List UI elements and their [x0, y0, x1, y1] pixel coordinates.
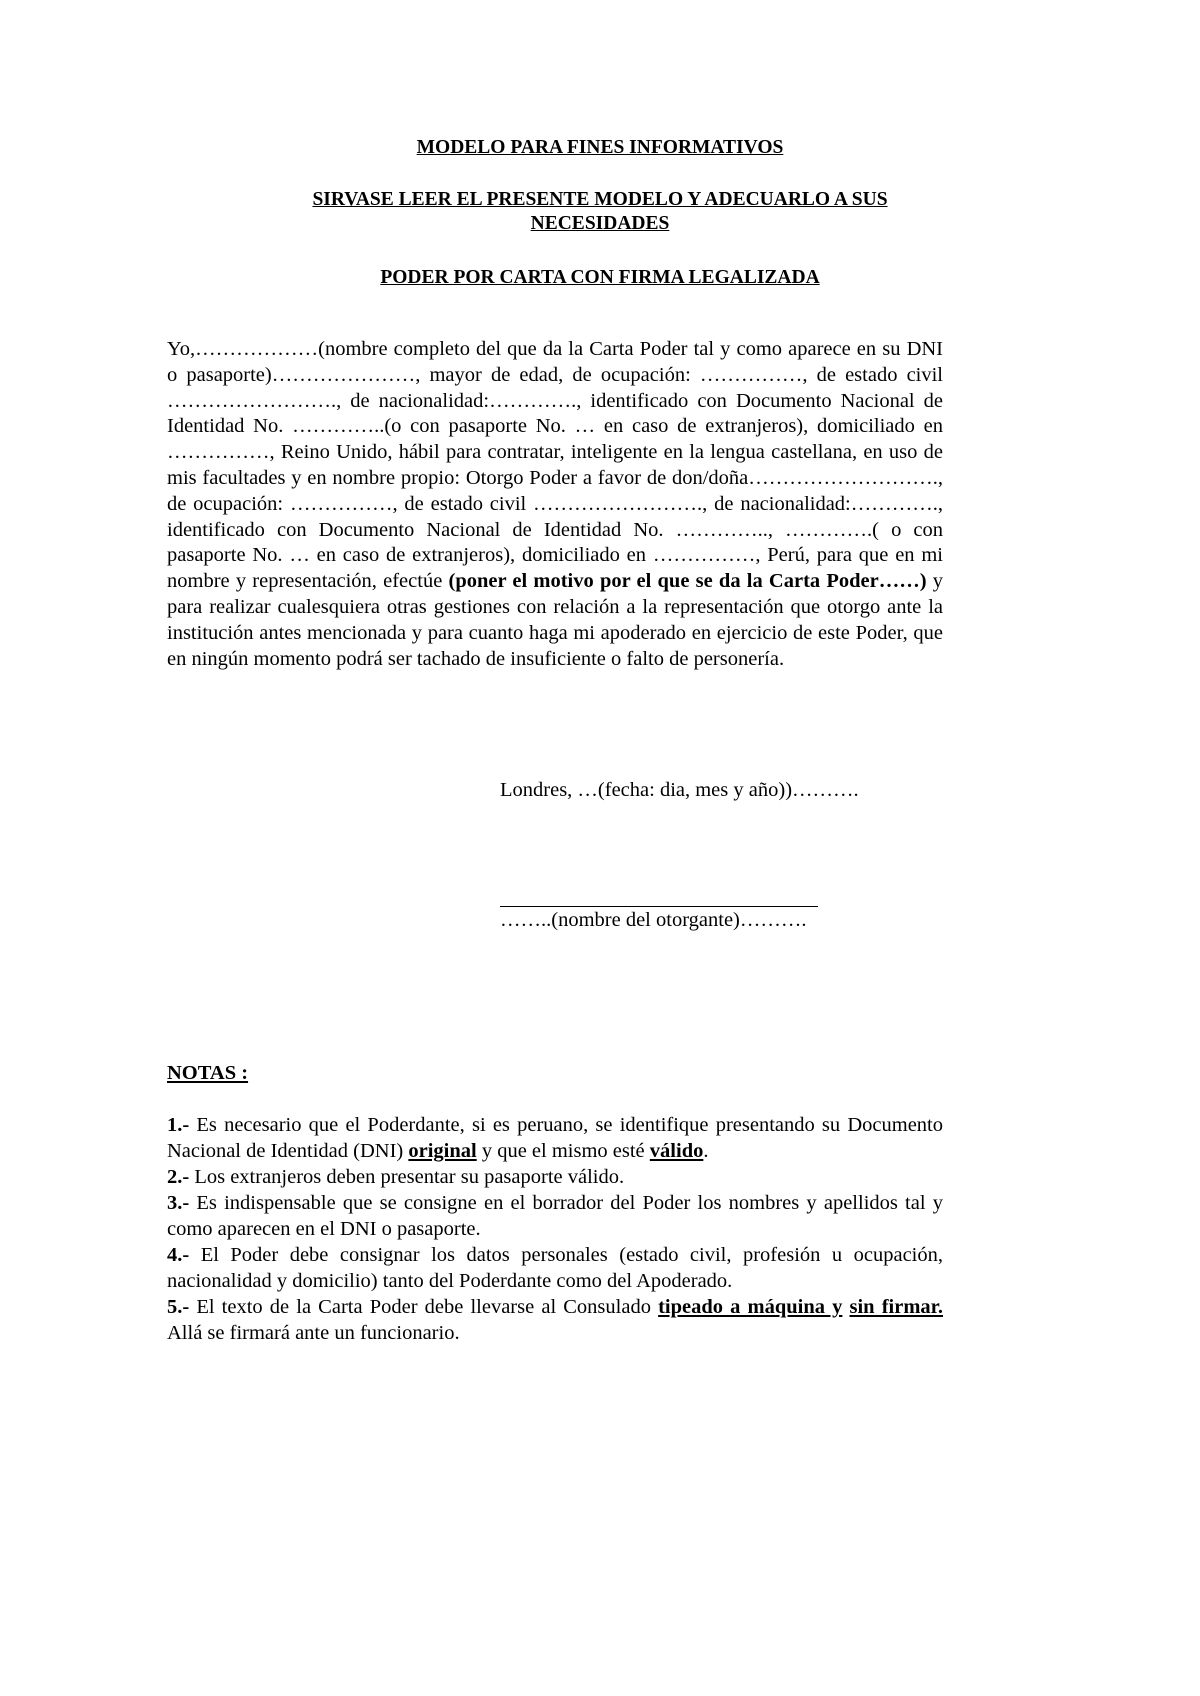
note-text: El texto de la Carta Poder debe llevarse al Consulado — [189, 1296, 659, 1318]
note-text: Allá se firmará ante un funcionario. — [167, 1322, 460, 1344]
note-number: 2.- — [167, 1166, 190, 1188]
heading-document-title: PODER POR CARTA CON FIRMA LEGALIZADA — [380, 267, 820, 288]
notes-list — [167, 1112, 943, 1346]
note-number: 5.- — [167, 1296, 190, 1318]
place-date: Londres, …(fecha: dia, mes y año))………. — [500, 779, 859, 801]
notes-title: NOTAS : — [167, 1062, 249, 1084]
heading-instructions-line1: SIRVASE LEER EL PRESENTE MODELO Y ADECUARLO A SUS — [312, 189, 888, 210]
body-text-part1: Yo,………………(nombre completo del que da la Carta Poder tal y como aparece en su DNI o pasaporte)…………………, mayor de edad, de ocupación: ……………, de estado civil ……………………., de nacionalidad:…………., identificado con Documento Nacional de Identidad No. …………..(o con pasaporte No. … en caso de extranjeros), domiciliado en ……………, Reino Unido, hábil para contratar, inteligente en la lengua castellana, en uso de mis facultades y en nombre propio: Otorgo Poder a favor de don/doña………………………., de ocupación: ……………, de estado civil ……………………., de nacionalidad:…………., identificado con Documento Nacional de Identidad No. ………….., ………….( o con pasaporte No. … en caso de extranjeros), domiciliado en ……………, Perú, para que en mi nombre y representación, efectúe — [167, 338, 943, 593]
note-emphasis: tipeado a máquina y — [658, 1296, 843, 1318]
note-text: y que el mismo esté — [476, 1140, 650, 1162]
note-emphasis: válido — [649, 1140, 704, 1162]
note-4 — [167, 1242, 943, 1294]
body-paragraph — [167, 337, 943, 672]
signature-line — [500, 906, 818, 907]
note-emphasis: sin firmar. — [849, 1296, 943, 1318]
note-5 — [167, 1294, 943, 1346]
note-text: El Poder debe consignar los datos personales (estado civil, profesión u ocupación, nacionalidad y domicilio) tanto del Poderdante como del Apoderado. — [167, 1244, 943, 1292]
body-text-bold: (poner el motivo por el que se da la Carta Poder……) — [448, 570, 927, 593]
note-emphasis: original — [408, 1140, 477, 1162]
heading-instructions-line2: NECESIDADES — [530, 213, 670, 234]
heading-informative-model: MODELO PARA FINES INFORMATIVOS — [416, 137, 784, 158]
note-text: Es indispensable que se consigne en el borrador del Poder los nombres y apellidos tal y como aparecen en el DNI o pasaporte. — [167, 1192, 943, 1240]
note-1 — [167, 1112, 943, 1164]
note-3 — [167, 1190, 943, 1242]
note-text: . — [703, 1140, 709, 1162]
note-number: 1.- — [167, 1114, 190, 1136]
signature-name: ……..(nombre del otorgante)………. — [500, 909, 807, 931]
note-2 — [167, 1164, 943, 1190]
note-text: Los extranjeros deben presentar su pasaporte válido. — [189, 1166, 625, 1188]
note-text: Es necesario que el Poderdante, si es peruano, se identifique presentando su Documento Nacional de Identidad (DNI) — [167, 1114, 943, 1162]
note-number: 4.- — [167, 1244, 190, 1266]
body-text-part2: y para realizar cualesquiera otras gestiones con relación a la representación que otorgo ante la institución antes mencionada y para cuanto haga mi apoderado en ejercicio de este Poder, que en ningún momento podrá ser tachado de insuficiente o falto de personería. — [167, 570, 943, 670]
note-text — [842, 1296, 849, 1318]
note-number: 3.- — [167, 1192, 190, 1214]
